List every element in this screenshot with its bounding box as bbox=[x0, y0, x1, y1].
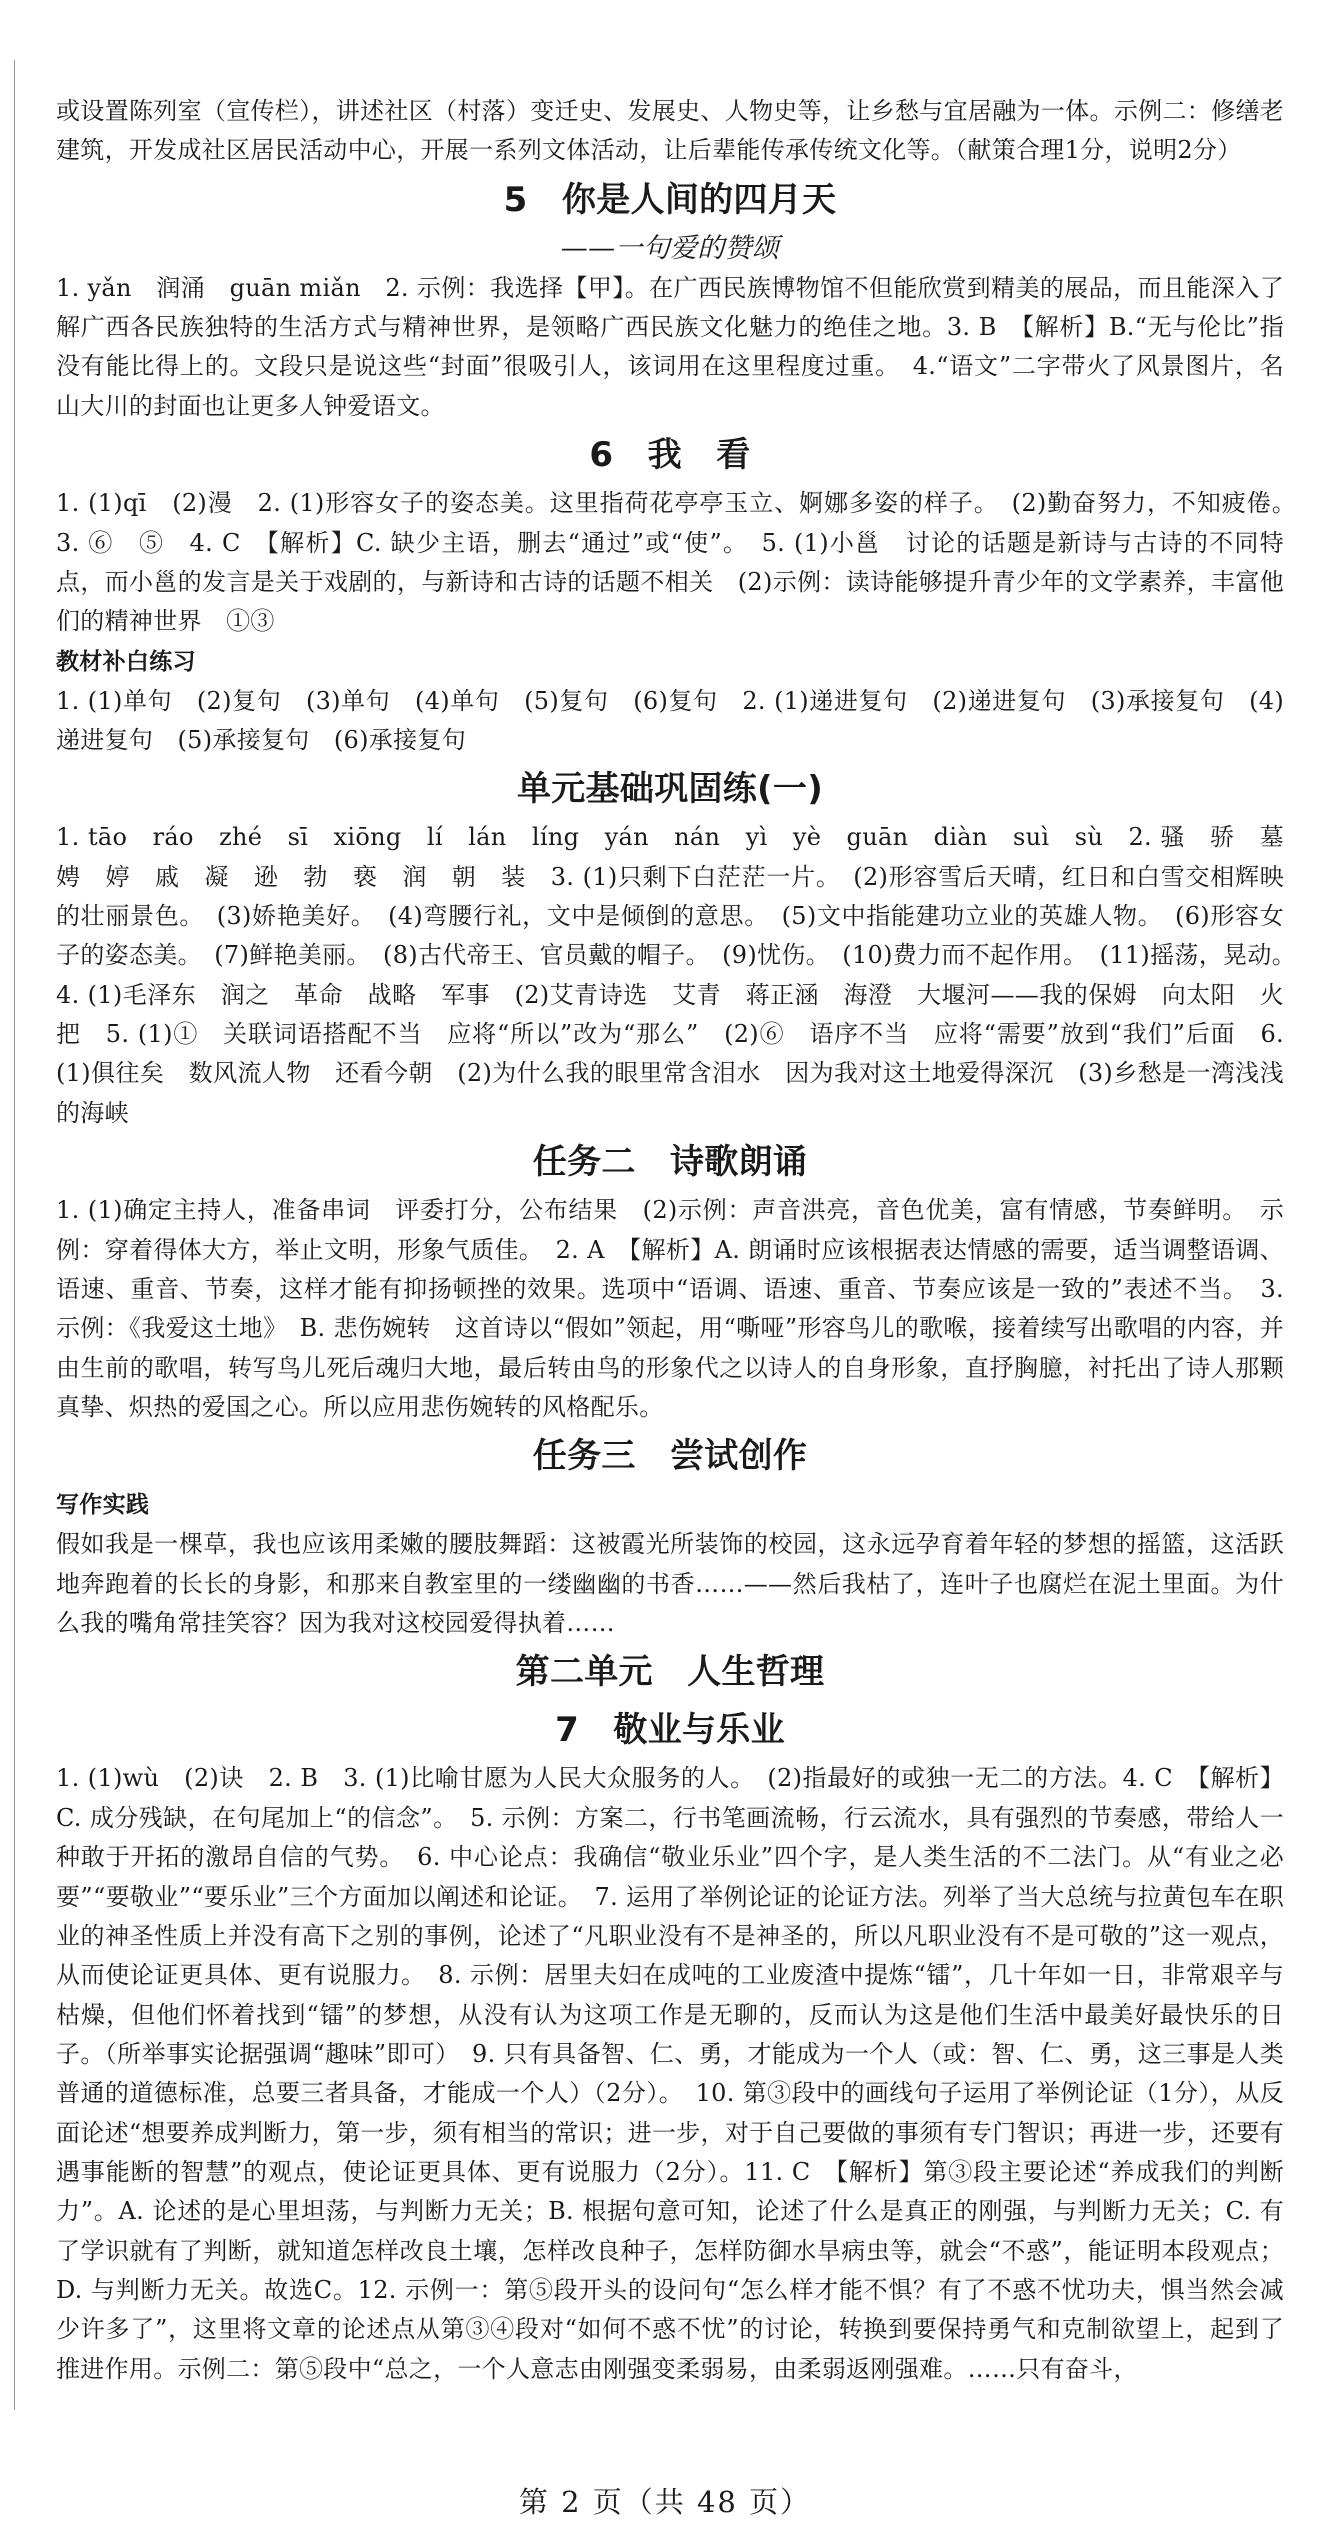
task-2-answers: 1. (1)确定主持人，准备串词 评委打分，公布结果 (2)示例：声音洪亮，音色优美，富有情感，节奏鲜明。 示例：穿着得体大方，举止文明，形象气质佳。 2. A 【解析】A. 朗诵时应该根据表达情感的需要，适当调整语调、语速、重音、节奏，这样才能有抑扬顿挫的效果。选项中“语调、语速、重音、节奏应该是一致的”表述不当。 3. 示例：《我爱这土地》 B. 悲伤婉转 这首诗以“假如”领起，用“嘶哑”形容鸟儿的歌喉，接着续写出歌唱的内容，并由生前的歌唱，转写鸟儿死后魂归大地，最后转由鸟的形象代之以诗人的自身形象，直抒胸臆，衬托出了诗人那颗真挚、炽热的爱国之心。所以应用悲伤婉转的风格配乐。 bbox=[56, 1196, 1284, 1421]
section-7-title: 7 敬业与乐业 bbox=[555, 1710, 785, 1751]
section-5-subtitle: ——一句爱的赞颂 bbox=[560, 232, 780, 264]
intro-paragraph: 或设置陈列室（宣传栏），讲述社区（村落）变迁史、发展史、人物史等，让乡愁与宜居融为一体。示例二：修缮老建筑，开发成社区居民活动中心，开展一系列文体活动，让后辈能传承传统文化等。（献策合理1分，说明2分） bbox=[56, 97, 1284, 165]
answer-content bbox=[56, 92, 1309, 2389]
section-7-answers: 1. (1)wù (2)诀 2. B 3. (1)比喻甘愿为人民大众服务的人。 (2)指最好的或独一无二的方法。4. C 【解析】C. 成分残缺，在句尾加上“的信念”。 5. 示例：方案二，行书笔画流畅，行云流水，具有强烈的节奏感，带给人一种敢于开拓的激昂自信的气势。 6. 中心论点：我确信“敬业乐业”四个字，是人类生活的不二法门。从“有业之必要”“要敬业”“要乐业”三个方面加以阐述和论证。 7. 运用了举例论证的论证方法。列举了当大总统与拉黄包车在职业的神圣性质上并没有高下之别的事例，论述了“凡职业没有不是神圣的，所以凡职业没有不是可敬的”这一观点，从而使论证更具体、更有说服力。 8. 示例：居里夫妇在成吨的工业废渣中提炼“镭”，几十年如一日，非常艰辛与枯燥，但他们怀着找到“镭”的梦想，从没有认为这项工作是无聊的，反而认为这是他们生活中最美好最快乐的日子。（所举事实论据强调“趣味”即可） 9. 只有具备智、仁、勇，才能成为一个人（或：智、仁、勇，这三事是人类普通的道德标准，总要三者具备，才能成一个人）（2分）。 10. 第③段中的画线句子运用了举例论证（1分），从反面论述“想要养成判断力，第一步，须有相当的常识；进一步，对于自己要做的事须有专门智识；再进一步，还要有遇事能断的智慧”的观点，使论证更具体、更有说服力（2分）。11. C 【解析】第③段主要论述“养成我们的判断力”。A. 论述的是心里坦荡，与判断力无关；B. 根据句意可知，论述了什么是真正的刚强，与判断力无关；C. 有了学识就有了判断，就知道怎样改良土壤，怎样改良种子，怎样防御水旱病虫等，就会“不惑”，能证明本段观点；D. 与判断力无关。故选C。12. 示例一：第⑤段开头的设问句“怎么样才能不惧？有了不惑不忧功夫，惧当然会减少许多了”，这里将文章的论述点从第③④段对“如何不惑不忧”的讨论，转换到要保持勇气和克制欲望上，起到了推进作用。示例二：第⑤段中“总之，一个人意志由刚强变柔弱易，由柔弱返刚强难。……只有奋斗， bbox=[56, 1764, 1284, 2383]
unit-review-title: 单元基础巩固练(一) bbox=[516, 769, 824, 810]
section-6-subheading: 教材补白练习 bbox=[56, 648, 196, 675]
section-6-extra-answers: 1. (1)单句 (2)复句 (3)单句 (4)单句 (5)复句 (6)复句 2. (1)递进复句 (2)递进复句 (3)承接复句 (4)递进复句 (5)承接复句 (6)承接复句 bbox=[56, 686, 1284, 754]
section-5-answers: 1. yǎn 润涌 guān miǎn 2. 示例：我选择【甲】。在广西民族博物馆不但能欣赏到精美的展品，而且能深入了解广西各民族独特的生活方式与精神世界，是领略广西民族文化魅力的绝佳之地。3. B 【解析】B.“无与伦比”指没有能比得上的。文段只是说这些“封面”很吸引人，该词用在这里程度过重。 4.“语文”二字带火了风景图片，名山大川的封面也让更多人钟爱语文。 bbox=[56, 273, 1284, 420]
section-5-title: 5 你是人间的四月天 bbox=[503, 179, 837, 220]
task-3-title: 任务三 尝试创作 bbox=[532, 1436, 808, 1477]
task-2-title: 任务二 诗歌朗诵 bbox=[532, 1142, 808, 1183]
task-3-subheading: 写作实践 bbox=[56, 1492, 150, 1519]
task-3-answers: 假如我是一棵草，我也应该用柔嫩的腰肢舞蹈：这被霞光所装饰的校园，这永远孕育着年轻的梦想的摇篮，这活跃地奔跑着的长长的身影，和那来自教室里的一缕幽幽的书香……——然后我枯了，连叶子也腐烂在泥土里面。为什么我的嘴角常挂笑容？因为我对这校园爱得执着…… bbox=[56, 1530, 1284, 1638]
page-footer: 第 2 页（共 48 页） bbox=[518, 2485, 812, 2519]
section-6-title: 6 我 看 bbox=[589, 435, 751, 476]
unit-2-title: 第二单元 人生哲理 bbox=[515, 1652, 825, 1693]
unit-review-answers: 1. tāo ráo zhé sī xiōng lí lán líng yán nán yì yè guān diàn suì sù 2. 骚 骄 墓 娉 婷 戚 凝 逊 勃 亵 润 朝 装 3. (1)只剩下白茫茫一片。 (2)形容雪后天晴，红日和白雪交相辉映的壮丽景色。 (3)娇艳美好。 (4)弯腰行礼，文中是倾倒的意思。 (5)文中指能建功立业的英雄人物。 (6)形容女子的姿态美。 (7)鲜艳美丽。 (8)古代帝王、官员戴的帽子。 (9)忧伤。 (10)费力而不起作用。 (11)摇荡，晃动。 4. (1)毛泽东 润之 革命 战略 军事 (2)艾青诗选 艾青 蒋正涵 海澄 大堰河——我的保姆 向太阳 火把 5. (1)① 关联词语搭配不当 应将“所以”改为“那么” (2)⑥ 语序不当 应将“需要”放到“我们”后面 6. (1)俱往矣 数风流人物 还看今朝 (2)为什么我的眼里常含泪水 因为我对这土地爱得深沉 (3)乡愁是一湾浅浅的海峡 bbox=[56, 823, 1309, 1127]
binding-margin-line bbox=[14, 60, 15, 2410]
section-6-answers: 1. (1)qī (2)漫 2. (1)形容女子的姿态美。这里指荷花亭亭玉立、婀娜多姿的样子。 (2)勤奋努力，不知疲倦。 3. ⑥ ⑤ 4. C 【解析】C. 缺少主语，删去“通过”或“使”。 5. (1)小邕 讨论的话题是新诗与古诗的不同特点，而小邕的发言是关于戏剧的，与新诗和古诗的话题不相关 (2)示例：读诗能够提升青少年的文学素养，丰富他们的精神世界 ①③ bbox=[56, 489, 1309, 636]
